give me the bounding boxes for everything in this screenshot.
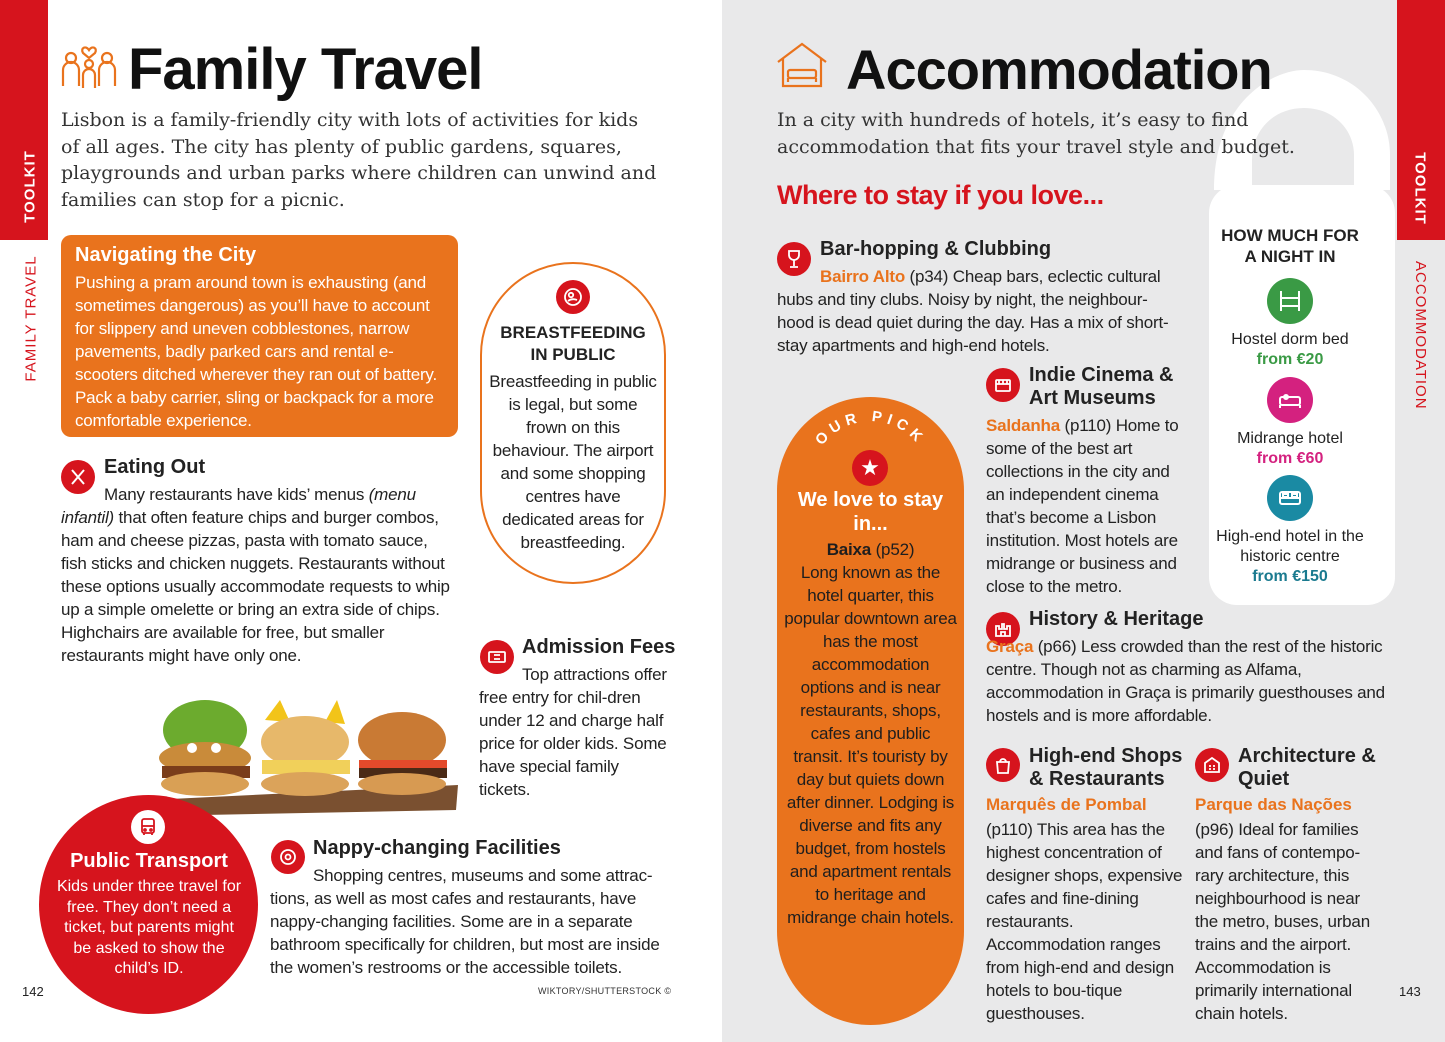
architecture-title: Architecture & Quiet <box>1238 745 1376 790</box>
page-number-right: 143 <box>1399 984 1421 999</box>
price-label-highend: High-end hotel in the historic centre <box>1216 528 1364 565</box>
right-page <box>722 0 1445 1042</box>
nappy-title: Nappy-changing Facilities <box>313 837 561 859</box>
bar-text: (p34) Cheap bars, eclectic cultural hubs and tiny clubs. Noisy by night, the neighbour-hood is dead quiet during the day. Has a mix of short-stay apartments and high-end hotels. <box>777 267 1169 355</box>
price-label-midrange: Midrange hotel <box>1237 430 1343 447</box>
price-item-highend <box>1214 475 1366 587</box>
shops-place: Marquês de Pombal <box>986 795 1147 814</box>
cinema-icon <box>986 368 1020 402</box>
page-number-left: 142 <box>22 984 44 999</box>
page-title-right: Accommodation <box>846 38 1272 101</box>
history-text: (p66) Less crowded than the rest of the historic centre. Though not as charming as Alfama, accommodation in Graça is primarily guesthouses and hostels and is more affordable. <box>986 637 1385 725</box>
architecture-place: Parque das Nações <box>1195 795 1352 814</box>
photo-credit: WIKTORY/SHUTTERSTOCK © <box>538 986 672 996</box>
nappy-body: Shopping centres, museums and some attrac-tions, as well as most cafes and restaurants, have nappy-changing facilities. Some are in a separate bathroom specifically for children, but most are inside the women’s restrooms or the accessible toilets. <box>270 866 660 977</box>
cinema-body <box>986 414 1191 598</box>
our-pick-ref: (p52) <box>871 540 915 559</box>
eating-body <box>61 483 456 667</box>
breastfeeding-icon <box>556 280 590 314</box>
cinema-title: Indie Cinema & Art Museums <box>1029 364 1174 409</box>
history-body <box>986 635 1386 727</box>
burgers-image <box>140 680 462 818</box>
page-title: Family Travel <box>128 37 483 102</box>
price-value-highend: from €150 <box>1252 568 1328 585</box>
eating-lead: Many restaurants have kids’ menus <box>104 485 369 504</box>
intro-text-right: In a city with hundreds of hotels, it’s easy to find accommodation that fits your travel style and budget. <box>777 109 1295 158</box>
building-icon <box>1195 748 1229 782</box>
our-pick-arc-text: OUR PICK <box>812 408 930 449</box>
star-icon: ★ <box>852 450 888 486</box>
double-bed-icon <box>1267 475 1313 521</box>
where-heading: Where to stay if you love... <box>777 180 1104 210</box>
price-value-midrange: from €60 <box>1256 450 1324 467</box>
admission-title: Admission Fees <box>522 636 676 658</box>
prices-heading: HOW MUCH FOR A NIGHT IN <box>1221 226 1359 266</box>
toolkit-tab-label: TOOLKIT <box>21 150 39 223</box>
history-place: Graça <box>986 637 1034 656</box>
navigating-body: Pushing a pram around town is exhausting (and sometimes dangerous) as you’ll have to account for slippery and uneven cobblestones, narrow pavements, badly parked cars and rental e-scooters ditched wherever they ran out of battery. Pack a baby carrier, sling or backpack for a more comfortable experience. <box>75 273 437 430</box>
history-title: History & Heritage <box>1029 608 1204 630</box>
cinema-place: Saldanha <box>986 416 1060 435</box>
architecture-body: (p96) Ideal for families and fans of contempo-rary architecture, this neighbourhood is near the metro, buses, urban trains and the airport. Accommodation is primarily international chain hotels. <box>1195 820 1370 1023</box>
admission-body: Top attractions offer free entry for chil-dren under 12 and charge half price for older kids. Some have special family tickets. <box>479 665 667 799</box>
breastfeeding-body: Breastfeeding in public is legal, but some frown on this behaviour. The airport and some shopping centres have dedicated areas for breastfeeding. <box>489 372 657 552</box>
our-pick-heading: We love to stay in... <box>797 489 944 535</box>
transport-title: Public Transport <box>70 850 228 872</box>
bunk-bed-icon <box>1267 278 1313 324</box>
our-pick-text: Long known as the hotel quarter, this popular downtown area has the most accommodation options and is near restaurants, shops, cafes and public transit. It’s touristy by day but quiets down after dinner. Lodging is diverse and fits any budget, from hostels and apartment rentals to heritage and midrange chain hotels. <box>784 563 957 927</box>
our-pick-body <box>784 538 957 929</box>
our-pick-place: Baixa <box>826 540 872 559</box>
transport-body: Kids under three travel for free. They don’t need a ticket, but parents might be asked to show the child’s ID. <box>56 878 242 977</box>
bed-icon <box>1267 377 1313 423</box>
price-item-hostel <box>1214 278 1366 370</box>
shops-title: High-end Shops & Restaurants <box>1029 745 1183 790</box>
bar-body <box>777 265 1177 357</box>
svg-text:OUR PICK <box>812 408 929 449</box>
navigating-title: Navigating the City <box>75 244 257 266</box>
left-page <box>0 0 722 1042</box>
family-icon <box>60 38 118 92</box>
bus-icon <box>131 810 165 844</box>
price-value-hostel: from €20 <box>1256 351 1324 368</box>
price-label-hostel: Hostel dorm bed <box>1231 331 1349 348</box>
bar-title: Bar-hopping & Clubbing <box>820 238 1052 260</box>
eating-title: Eating Out <box>104 456 206 478</box>
bar-place: Bairro Alto <box>820 267 906 286</box>
eating-rest: that often feature chips and burger combos, ham and cheese pizzas, pasta with tomato sauce, fish sticks and chicken nuggets. Restaurants without these options usually accommodate requests to whip up a simple omelette or bring an extra side of chips. Highchairs are available for free, but smaller restaurants might have only one. <box>61 508 450 665</box>
breastfeeding-title: BREASTFEEDING IN PUBLIC <box>500 323 646 364</box>
eating-italic: (menu infantil) <box>61 485 416 527</box>
section-tab-label-right: ACCOMMODATION <box>1412 261 1429 410</box>
price-item-midrange <box>1214 377 1366 469</box>
house-icon <box>774 40 830 90</box>
shopping-bag-icon <box>986 748 1020 782</box>
shops-body: (p110) This area has the highest concentration of designer shops, expensive cafes and fine-dining restaurants. Accommodation ranges from high-end and design hotels to bou-tique guesthouses. <box>986 820 1183 1023</box>
intro-text: Lisbon is a family-friendly city with lots of activities for kids of all ages. The city has plenty of public gardens, squares, playgrounds and urban parks where children can unwind and families can stop for a picnic. <box>61 109 657 211</box>
section-tab-label: FAMILY TRAVEL <box>22 255 40 382</box>
toolkit-tab-label-right: TOOLKIT <box>1411 152 1429 225</box>
cinema-text: (p110) Home to some of the best art collections in the city and an independent cinema that’s become a Lisbon institution. Most hotels are midrange or business and close to the metro. <box>986 416 1179 596</box>
